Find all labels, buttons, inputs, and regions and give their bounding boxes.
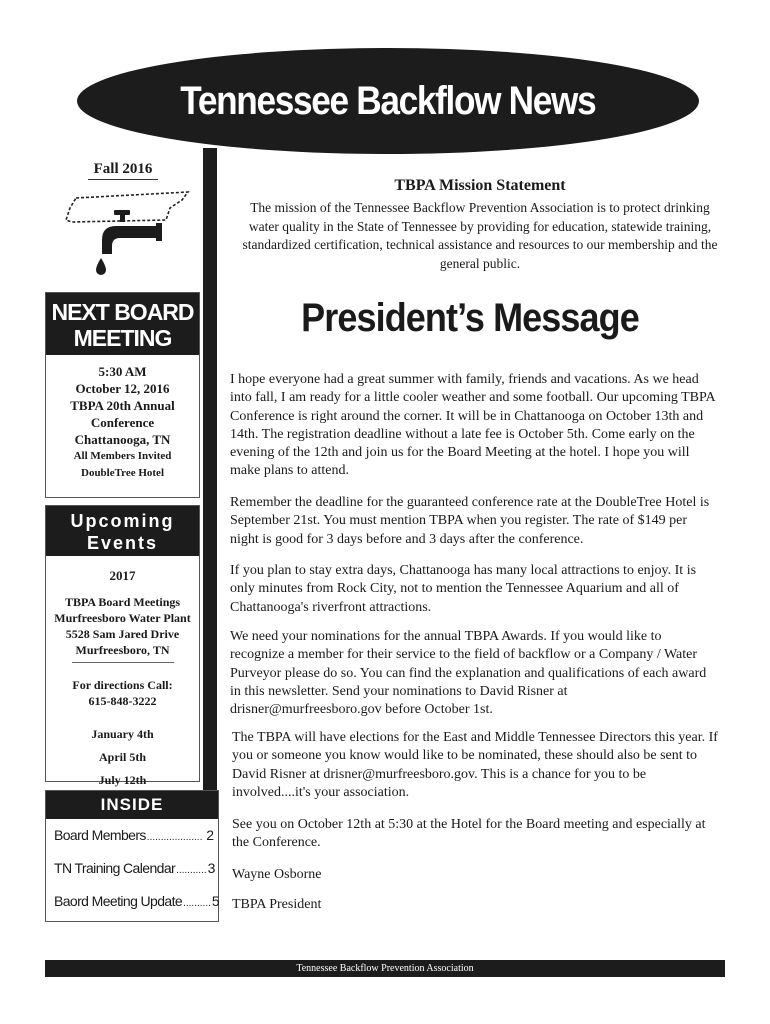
tennessee-faucet-logo-icon bbox=[62, 186, 190, 276]
toc-page: 2 bbox=[206, 827, 214, 843]
issue-label: Fall 2016 bbox=[88, 161, 158, 180]
toc-leader: ........... bbox=[176, 865, 207, 876]
events-location: TBPA Board Meetings bbox=[64, 595, 181, 609]
heading-line: Upcoming bbox=[70, 511, 175, 531]
message-paragraph: We need your nominations for the annual TBPA Awards. If you would like to recognize a member for their service to the field of backflow or a Company / Water Purveyor please do so. You can find the explanation and qualifications of each award in this newsletter. Send your nominations to David Risner at drisner@murfreesboro.gov before October 1st. bbox=[230, 629, 707, 718]
masthead bbox=[77, 48, 699, 154]
meeting-invite: All Members Invited bbox=[73, 450, 172, 462]
upcoming-events-details bbox=[46, 556, 199, 794]
message-paragraph: See you on October 12th at 5:30 at the Hotel for the Board meeting and especially at the Conference. bbox=[232, 817, 706, 851]
event-date: July 12th bbox=[98, 773, 147, 787]
upcoming-events-heading bbox=[46, 506, 199, 556]
next-board-meeting-box bbox=[45, 292, 200, 498]
heading-line: Events bbox=[86, 533, 159, 553]
inside-heading: INSIDE bbox=[46, 791, 218, 819]
vertical-divider bbox=[203, 148, 217, 893]
toc-label: Board Members bbox=[54, 827, 146, 843]
heading-line: NEXT BOARD bbox=[51, 299, 194, 325]
directions-phone: 615-848-3222 bbox=[88, 694, 157, 708]
toc-label: Baord Meeting Update bbox=[54, 893, 183, 909]
heading-line: MEETING bbox=[73, 325, 172, 351]
message-paragraph: If you plan to stay extra days, Chattanooga has many local attractions to enjoy. It is only minutes from Rock City, not to mention the Tennessee Aquarium and all of Chattanooga's riverfront attractions. bbox=[230, 563, 697, 615]
inside-contents-box bbox=[45, 790, 219, 922]
meeting-date: October 12, 2016 bbox=[75, 381, 170, 396]
next-board-meeting-details bbox=[46, 355, 199, 490]
toc-leader: .................... bbox=[146, 832, 203, 843]
toc-leader: .......... bbox=[183, 898, 211, 909]
presidents-message-heading: President’s Message bbox=[301, 296, 639, 340]
meeting-event: Conference bbox=[90, 415, 155, 430]
next-board-meeting-heading bbox=[46, 293, 199, 355]
toc-item[interactable] bbox=[46, 852, 218, 885]
event-date: January 4th bbox=[91, 727, 154, 741]
directions-label: For directions Call: bbox=[72, 678, 173, 692]
footer-bar: Tennessee Backflow Prevention Association bbox=[45, 960, 725, 977]
event-date: April 5th bbox=[98, 750, 146, 764]
message-paragraph: I hope everyone had a great summer with family, friends and vacations. As we head into fall, I am ready for a little cooler weather and some football. Our upcoming TBPA Conference is right around the corner. It will be in Chattanooga on October 13th and 14th. The registration deadline without a late fee is October 5th. Come early on the evening of the 12th and join us for the Board Meeting at the hotel. I hope you will make plans to attend. bbox=[230, 372, 715, 479]
toc-item[interactable] bbox=[46, 885, 218, 918]
signature-name: Wayne Osborne bbox=[232, 867, 322, 882]
meeting-hotel: DoubleTree Hotel bbox=[81, 467, 164, 479]
meeting-city: Chattanooga, TN bbox=[74, 432, 171, 447]
events-location: Murfreesboro, TN bbox=[75, 643, 170, 657]
toc-page: 5 bbox=[211, 893, 220, 909]
message-paragraph: Remember the deadline for the guaranteed conference rate at the DoubleTree Hotel is September 21st. You must mention TBPA when you register. The rate of $149 per night is good for 3 days before and 3 days after the conference. bbox=[230, 495, 710, 547]
meeting-event: TBPA 20th Annual bbox=[70, 398, 175, 413]
events-year: 2017 bbox=[109, 568, 136, 583]
upcoming-events-box bbox=[45, 505, 200, 787]
signature-title: TBPA President bbox=[232, 897, 322, 912]
mission-title: TBPA Mission Statement bbox=[394, 177, 566, 194]
events-location: Murfreesboro Water Plant bbox=[54, 611, 191, 625]
events-location: 5528 Sam Jared Drive bbox=[65, 627, 180, 641]
toc-label: TN Training Calendar bbox=[54, 860, 176, 876]
toc-item[interactable] bbox=[46, 819, 218, 852]
newsletter-title: Tennessee Backflow News bbox=[180, 78, 596, 123]
message-paragraph: The TBPA will have elections for the East and Middle Tennessee Directors this year. If you or someone you know would like to be nominated, these should also be sent to David Risner at drisner@murfreesboro.gov. This is a chance for you to be involved....it's your association. bbox=[232, 730, 718, 800]
mission-text: The mission of the Tennessee Backflow Prevention Association is to protect drinking water quality in the State of Tennessee by providing for education, statewide training, standardized certification, technical assistance and resources to our membership and the general public. bbox=[242, 200, 718, 271]
toc-page: 3 bbox=[207, 860, 216, 876]
meeting-time: 5:30 AM bbox=[98, 364, 147, 379]
divider bbox=[72, 662, 174, 663]
